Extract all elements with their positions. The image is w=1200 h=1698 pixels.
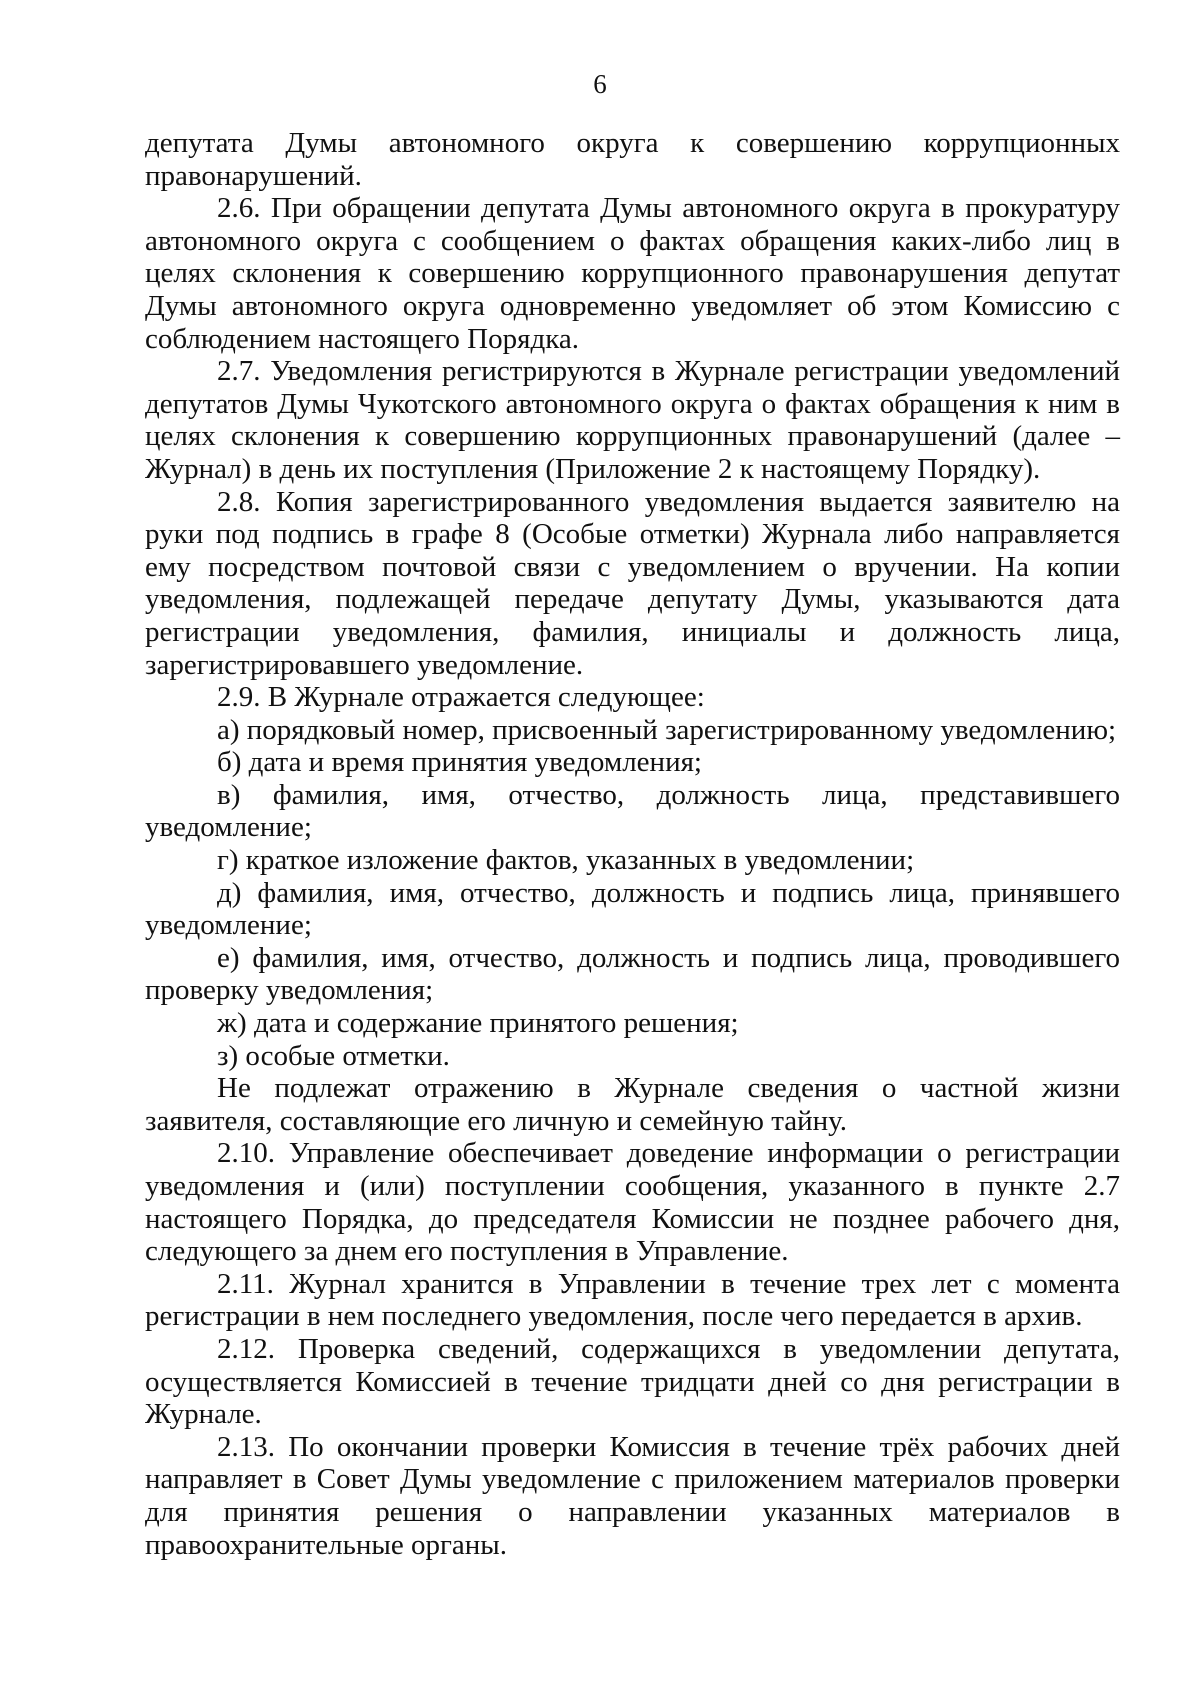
list-item-z: з) особые отметки.: [217, 1039, 450, 1072]
list-item-g: г) краткое изложение фактов, указанных в уведомлении;: [217, 844, 915, 877]
list-item-v: в) фамилия, имя, отчество, должность лица, представившего уведомление;: [145, 778, 1120, 844]
paragraph-2-13: 2.13. По окончании проверки Комиссия в течение трёх рабочих дней направляет в Совет Думы уведомление с приложением материалов проверки для принятия решения о направлении указанных материалов в правоохранительные органы.: [145, 1430, 1120, 1561]
list-item-d: д) фамилия, имя, отчество, должность и подпись лица, принявшего уведомление;: [145, 876, 1120, 942]
document-body: [145, 127, 1120, 1561]
list-item-zh: ж) дата и содержание принятого решения;: [217, 1007, 739, 1040]
paragraph-2-6: 2.6. При обращении депутата Думы автономного округа в прокуратуру автономного округа с сообщением о фактах обращения каких-либо лиц в целях склонения к совершению коррупционного правонарушения депутат Думы автономного округа одновременно уведомляет об этом Комиссию с соблюдением настоящего Порядка.: [145, 192, 1120, 355]
paragraph-2-10: 2.10. Управление обеспечивает доведение информации о регистрации уведомления и (или) поступлении сообщения, указанного в пункте 2.7 настоящего Порядка, до председателя Комиссии не позднее рабочего дня, следующего за днем его поступления в Управление.: [145, 1137, 1120, 1268]
paragraph-privacy: Не подлежат отражению в Журнале сведения о частной жизни заявителя, составляющие его личную и семейную тайну.: [145, 1072, 1120, 1137]
paragraph-2-8: 2.8. Копия зарегистрированного уведомления выдается заявителю на руки под подпись в графе 8 (Особые отметки) Журнала либо направляется ему посредством почтовой связи с уведомлением о вручении. На копии уведомления, подлежащей передаче депутату Думы, указываются дата регистрации уведомления, фамилия, инициалы и должность лица, зарегистрировавшего уведомление.: [145, 485, 1120, 681]
list-item-e: е) фамилия, имя, отчество, должность и подпись лица, проводившего проверку уведомления;: [145, 941, 1120, 1007]
paragraph-continuation: депутата Думы автономного округа к совершению коррупционных правонарушений.: [145, 127, 1120, 192]
page-number: 6: [593, 69, 607, 99]
paragraph-2-12: 2.12. Проверка сведений, содержащихся в уведомлении депутата, осуществляется Комиссией в течение тридцати дней со дня регистрации в Журнале.: [145, 1332, 1120, 1431]
paragraph-2-9: 2.9. В Журнале отражается следующее:: [217, 681, 705, 714]
paragraph-2-11: 2.11. Журнал хранится в Управлении в течение трех лет с момента регистрации в нем последнего уведомления, после чего передается в архив.: [145, 1267, 1120, 1333]
list-item-b: б) дата и время принятия уведомления;: [217, 746, 702, 779]
paragraph-2-7: 2.7. Уведомления регистрируются в Журнале регистрации уведомлений депутатов Думы Чукотского автономного округа о фактах обращения к ним в целях склонения к совершению коррупционных правонарушений (далее – Журнал) в день их поступления (Приложение 2 к настоящему Порядку).: [145, 355, 1120, 485]
list-item-a: а) порядковый номер, присвоенный зарегистрированному уведомлению;: [217, 713, 1117, 746]
